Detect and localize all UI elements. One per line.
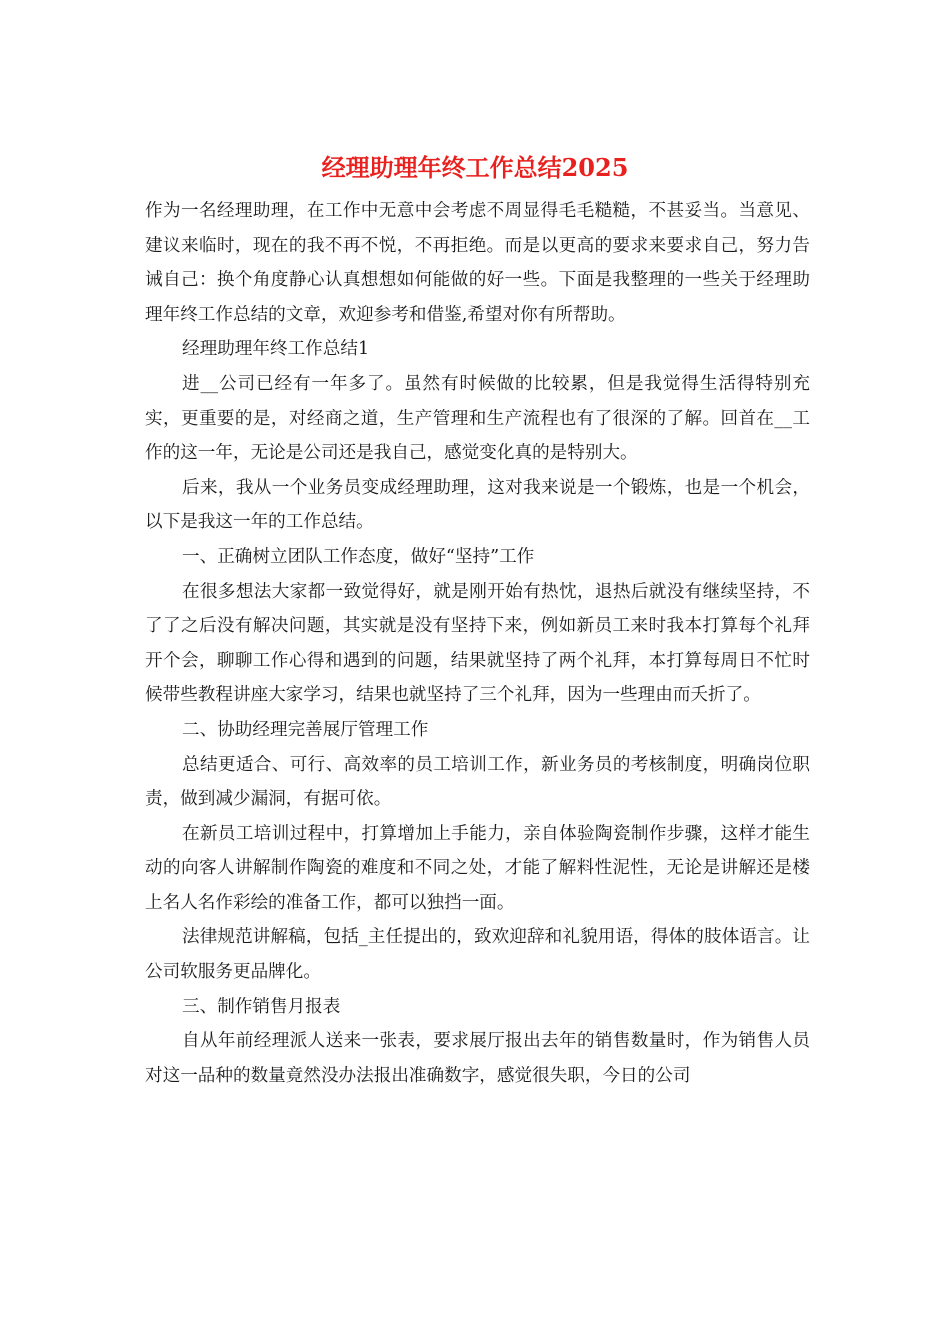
document-title: 经理助理年终工作总结2025 [321,153,629,182]
body-paragraph: 总结更适合、可行、高效率的员工培训工作，新业务员的考核制度，明确岗位职责，做到减少漏洞，有据可依。 [145,754,810,810]
document-body [145,194,810,1093]
body-paragraph: 法律规范讲解稿，包括_主任提出的，致欢迎辞和礼貌用语，得体的肢体语言。让公司软服务更品牌化。 [145,927,810,983]
subsection-heading: 三、制作销售月报表 [182,996,341,1017]
body-paragraph: 在新员工培训过程中，打算增加上手能力，亲自体验陶瓷制作步骤，这样才能生动的向客人讲解制作陶瓷的难度和不同之处，才能了解料性泥性，无论是讲解还是楼上名人名作彩绘的准备工作，都可以独挡一面。 [145,823,810,913]
body-paragraph: 自从年前经理派人送来一张表，要求展厅报出去年的销售数量时，作为销售人员对这一品种的数量竟然没办法报出准确数字，感觉很失职，今日的公司 [145,1031,810,1086]
subsection-heading: 一、正确树立团队工作态度，做好“坚持”工作 [182,546,535,567]
body-paragraph: 进__公司已经有一年多了。虽然有时候做的比较累，但是我觉得生活得特别充实，更重要的是，对经商之道，生产管理和生产流程也有了很深的了解。回首在__工作的这一年，无论是公司还是我自己，感觉变化真的是特别大。 [145,373,810,464]
body-paragraph: 后来，我从一个业务员变成经理助理，这对我来说是一个锻炼，也是一个机会，以下是我这一年的工作总结。 [145,477,810,533]
intro-paragraph: 作为一名经理助理，在工作中无意中会考虑不周显得毛毛糙糙，不甚妥当。当意见、建议来临时，现在的我不再不悦，不再拒绝。而是以更高的要求来要求自己，努力告诫自己：换个角度静心认真想想如何能做的好一些。下面是我整理的一些关于经理助理年终工作总结的文章，欢迎参考和借鉴,希望对你有所帮助。 [145,201,810,325]
subsection-heading: 二、协助经理完善展厅管理工作 [182,719,429,740]
body-paragraph: 在很多想法大家都一致觉得好，就是刚开始有热忱，退热后就没有继续坚持，不了了之后没有解决问题，其实就是没有坚持下来，例如新员工来时我本打算每个礼拜开个会，聊聊工作心得和遇到的问题，结果就坚持了两个礼拜，本打算每周日不忙时候带些教程讲座大家学习，结果也就坚持了三个礼拜，因为一些理由而夭折了。 [145,581,810,706]
section-heading: 经理助理年终工作总结1 [182,339,370,360]
